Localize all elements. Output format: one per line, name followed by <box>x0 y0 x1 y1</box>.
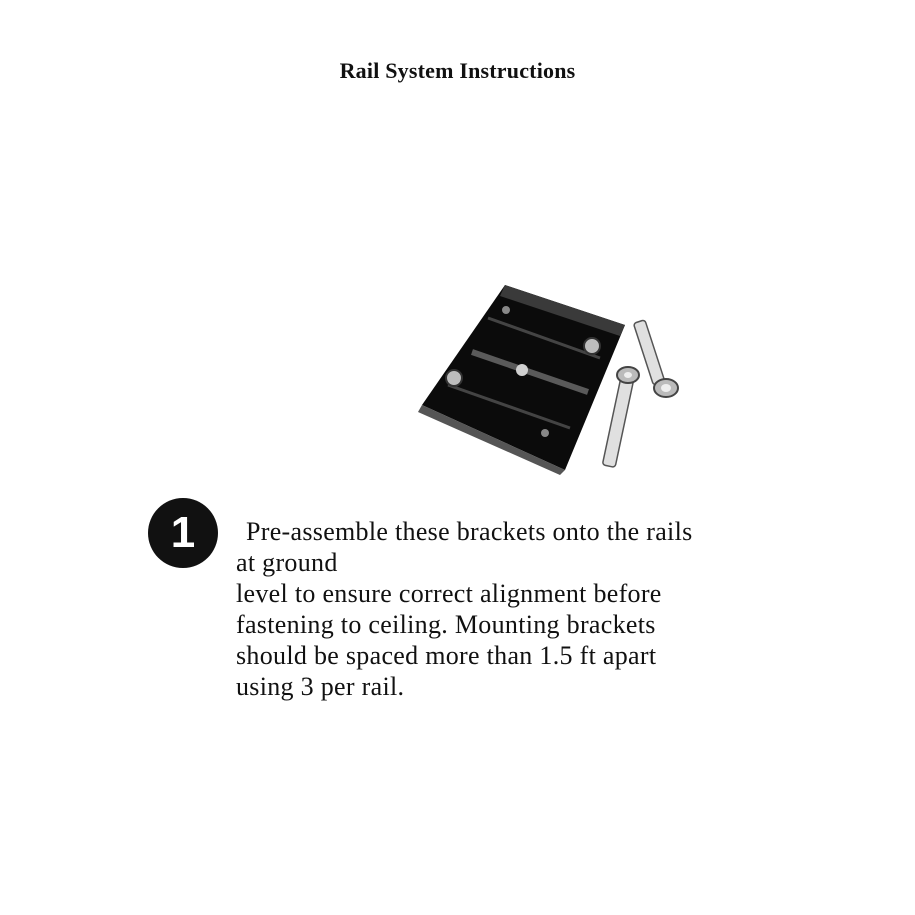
step-number-badge: 1 <box>148 498 218 568</box>
step-text-line: using 3 per rail. <box>236 672 405 701</box>
step-instruction-text <box>236 516 796 702</box>
step-text-line: should be spaced more than 1.5 ft apart <box>236 641 657 670</box>
mounting-bracket-icon <box>418 285 625 475</box>
step-text-line: level to ensure correct alignment before <box>236 579 662 608</box>
page-title: Rail System Instructions <box>339 58 576 83</box>
step-text-line: fastening to ceiling. Mounting brackets <box>236 610 656 639</box>
step-text-line: Pre-assemble these brackets onto the rails <box>246 517 693 546</box>
anchor-bolt-icon <box>633 320 678 397</box>
bracket-and-anchor-bolts-illustration <box>410 280 700 480</box>
anchor-bolt-icon <box>602 367 639 467</box>
step-text-line: at ground <box>236 548 338 577</box>
